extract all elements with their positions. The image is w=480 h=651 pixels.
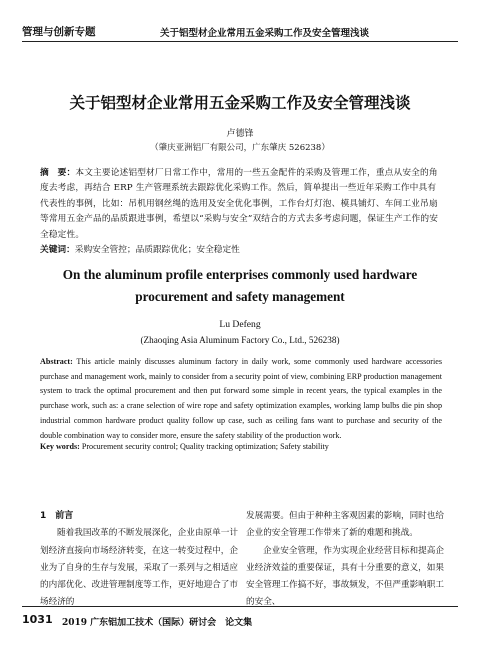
keywords-en-label: Key words: [40,442,80,451]
abstract-cn [40,166,442,243]
footer-rule [22,606,458,607]
keywords-en [40,442,442,451]
body-paragraph: 发展需要。但由于种种主客观因素的影响，同时也给企业的安全管理工作带来了新的难题和挑战。 [246,511,444,539]
abstract-cn-text: 本文主要论述铝型材厂日常工作中，常用的一些五金配件的采购及管理工作，重点从安全的角度去考虑，再结合 ERP 生产管理系统去跟踪优化采购工作。然后，简单提出一些近年采购工作中具有代表性的事例，比如：吊机用钢丝绳的选用及安全优化事例，工作台灯灯泡、模具铺灯、车间工业吊扇等常用五金产品的品质跟进事例，希望以“采购与安全”双结合的方式去多考虑问题，保证生产工作的安全稳定性。 [40,168,439,240]
keywords-cn-text: 采购安全管控；品质跟踪优化；安全稳定性 [74,245,240,255]
keywords-cn-label: 关键词： [40,245,75,255]
page-footer [22,606,458,630]
paper-title-en [60,264,420,308]
footer-proceedings-title: 2019 广东铝加工技术（国际）研讨会 论文集 [62,618,253,628]
paper-title-cn: 关于铝型材企业常用五金采购工作及安全管理浅谈 [69,94,411,112]
affiliation-en: (Zhaoqing Asia Aluminum Factory Co., Ltd., 526238) [140,335,340,345]
body-column-left [40,508,238,612]
abstract-en-text: This article mainly discusses aluminum factory in daily work, some commonly used hardware accessories purchase and management work, mainly to consider from a security point of view, combining ERP production management system to track the optimal procurement and then put forward some simple in recent years, the typical examples in the purchase work, such as: a crane selection of wire rope and safety optimization examples, working lamp bulbs die pin shop industrial common hardware product quality follow up case, such as ceiling fans want to purchase and security of the double combination way to consider more, ensure the safety stability of the production work. [40,357,442,440]
paper-title-en-line1: On the aluminum profile enterprises commonly used hardware [62,267,418,282]
paper-title-en-line2: procurement and safety management [135,289,345,304]
keywords-en-text: Procurement security control; Quality tracking optimization; Safety stability [79,442,329,451]
affiliation-cn: （肇庆亚洲铝厂有限公司，广东肇庆 526238） [150,143,330,153]
header-section-label: 管理与创新专题 [22,26,96,38]
page-number: 1031 [22,613,53,626]
abstract-en [40,355,442,443]
abstract-cn-label: 摘 要： [40,168,76,178]
header-rule [22,41,458,42]
header-running-title: 关于铝型材企业常用五金采购工作及安全管理浅谈 [160,28,370,39]
author-cn: 卢德锋 [226,129,254,139]
author-en: Lu Defeng [219,319,261,330]
body-paragraph: 企业安全管理，作为实现企业经营目标和提高企业经济效益的重要保证，具有十分重要的意义，如果安全管理工作搞不好，事故频发，不但严重影响职工的安全、 [246,545,444,608]
abstract-en-label: Abstract: [40,357,73,366]
body-paragraph: 随着我国改革的不断发展深化，企业由原单一计划经济直接向市场经济转变，在这一转变过程中，企业为了自身的生存与发展，采取了一系列与之相适应的内部优化、改进管理制度等工作，更好地迎合了市场经济的 [40,528,238,608]
section-heading-intro: 1 前言 [40,511,74,521]
keywords-cn [40,243,442,255]
body-column-right [246,508,444,612]
page-header [22,22,458,44]
